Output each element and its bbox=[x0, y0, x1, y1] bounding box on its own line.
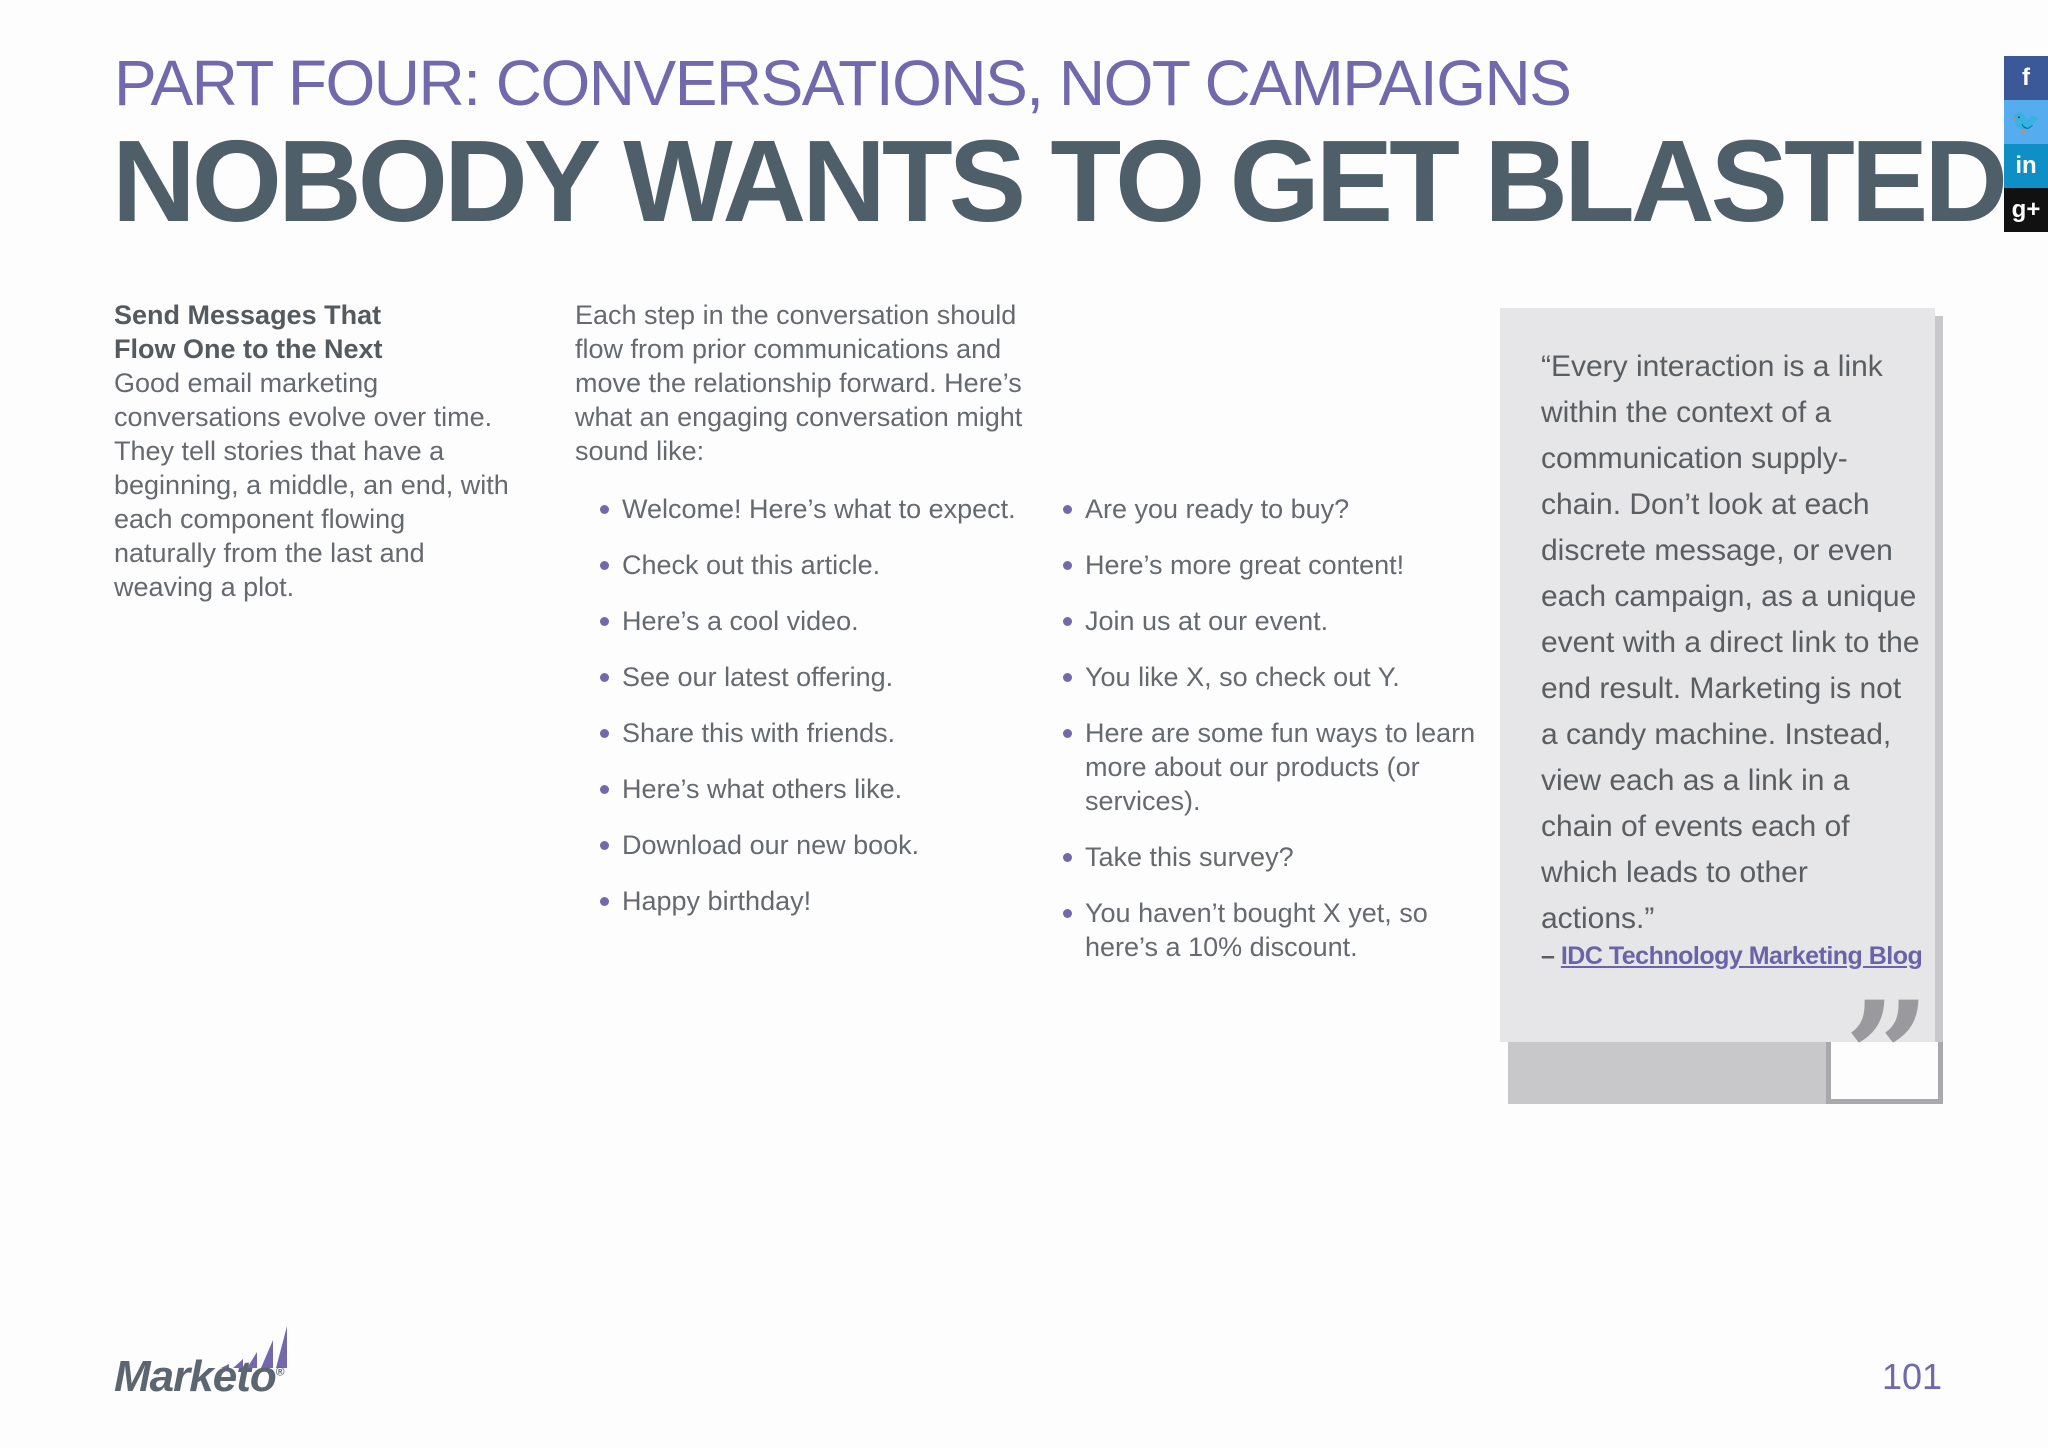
close-quote-icon: ” bbox=[1844, 969, 1931, 1145]
list-item-text: Take this survey? bbox=[1085, 842, 1294, 872]
list-item-text: Happy birthday! bbox=[622, 886, 812, 916]
list-item-text: Download our new book. bbox=[622, 830, 920, 860]
bullet-dot-icon bbox=[600, 785, 609, 794]
bullet-dot-icon bbox=[1063, 561, 1072, 570]
list-item bbox=[1063, 492, 1483, 526]
list-item bbox=[1063, 660, 1483, 694]
bullet-dot-icon bbox=[1063, 853, 1072, 862]
facebook-icon[interactable]: f bbox=[2004, 56, 2048, 100]
logo-wordmark: Marketo® bbox=[114, 1352, 284, 1401]
intro-subheading bbox=[114, 298, 514, 366]
list-item bbox=[600, 884, 1030, 918]
list-item bbox=[1063, 716, 1483, 818]
list-item-text: Are you ready to buy? bbox=[1085, 494, 1350, 524]
list-item bbox=[1063, 840, 1483, 874]
list-item bbox=[600, 548, 1030, 582]
intro-column bbox=[114, 298, 514, 604]
list-item-text: Share this with friends. bbox=[622, 718, 896, 748]
bullet-dot-icon bbox=[600, 505, 609, 514]
bullet-dot-icon bbox=[1063, 505, 1072, 514]
list-item-text: Join us at our event. bbox=[1085, 606, 1329, 636]
list-item bbox=[600, 492, 1030, 526]
bullet-dot-icon bbox=[600, 729, 609, 738]
list-item bbox=[1063, 896, 1483, 964]
list-item-text: Check out this article. bbox=[622, 550, 881, 580]
registered-mark: ® bbox=[275, 1364, 284, 1379]
list-item-text: Here’s more great content! bbox=[1085, 550, 1405, 580]
list-item bbox=[600, 716, 1030, 750]
bullet-dot-icon bbox=[1063, 617, 1072, 626]
bullet-dot-icon bbox=[1063, 909, 1072, 918]
list-item-text: Here are some fun ways to learn more about our products (or services). bbox=[1085, 718, 1476, 816]
intro-body: Good email marketing conversations evolve over time. They tell stories that have a beginning, a middle, an end, with each component flowing naturally from the last and weaving a plot. bbox=[114, 368, 509, 602]
bullet-dot-icon bbox=[600, 897, 609, 906]
bullet-dot-icon bbox=[600, 561, 609, 570]
bullet-dot-icon bbox=[1063, 729, 1072, 738]
lead-paragraph: Each step in the conversation should flow from prior communications and move the relationship forward. Here’s what an engaging conversation might sound like: bbox=[575, 300, 1023, 466]
bullet-list-left bbox=[600, 492, 1030, 940]
list-item-text: Here’s what others like. bbox=[622, 774, 903, 804]
list-item-text: Here’s a cool video. bbox=[622, 606, 859, 636]
google-plus-icon[interactable]: g+ bbox=[2004, 188, 2048, 232]
bullet-dot-icon bbox=[600, 841, 609, 850]
social-share-bar bbox=[2004, 56, 2048, 232]
list-item bbox=[600, 660, 1030, 694]
bullet-list-right bbox=[1063, 492, 1483, 986]
list-item bbox=[600, 604, 1030, 638]
quote-attribution bbox=[1541, 942, 1922, 971]
list-item bbox=[1063, 604, 1483, 638]
bullet-dot-icon bbox=[600, 617, 609, 626]
list-item-text: You haven’t bought X yet, so here’s a 10% discount. bbox=[1085, 898, 1428, 962]
list-item bbox=[600, 828, 1030, 862]
list-item-text: Welcome! Here’s what to expect. bbox=[622, 494, 1016, 524]
part-kicker: PART FOUR: CONVERSATIONS, NOT CAMPAIGNS bbox=[114, 47, 1571, 119]
intro-subheading-line: Send Messages That bbox=[114, 300, 382, 330]
intro-subheading-line: Flow One to the Next bbox=[114, 334, 383, 364]
list-item-text: You like X, so check out Y. bbox=[1085, 662, 1400, 692]
bullet-dot-icon bbox=[600, 673, 609, 682]
linkedin-icon[interactable]: in bbox=[2004, 144, 2048, 188]
page-headline: NOBODY WANTS TO GET BLASTED bbox=[112, 116, 2005, 246]
attribution-prefix: – bbox=[1541, 942, 1561, 970]
quote-text: “Every interaction is a link within the context of a communication supply-chain. Don’t look at each discrete message, or even each campaign, as a unique event with a direct link to the end result. Marketing is not a candy machine. Instead, view each as a link in a chain of events each of which leads to other actions.” bbox=[1541, 350, 1920, 935]
list-item bbox=[1063, 548, 1483, 582]
attribution-link[interactable]: IDC Technology Marketing Blog bbox=[1560, 942, 1923, 970]
list-item-text: See our latest offering. bbox=[622, 662, 894, 692]
twitter-icon[interactable]: 🐦 bbox=[2004, 100, 2048, 144]
page-number: 101 bbox=[1882, 1356, 1943, 1397]
list-item bbox=[600, 772, 1030, 806]
bullet-dot-icon bbox=[1063, 673, 1072, 682]
